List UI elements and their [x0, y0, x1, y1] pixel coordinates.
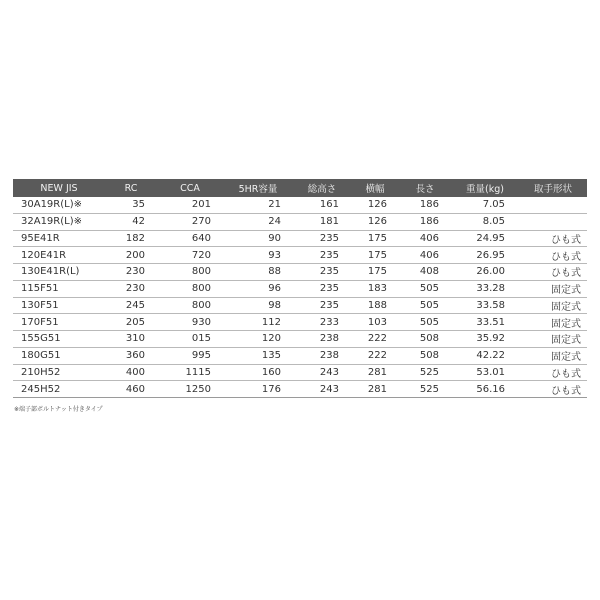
cell-total-height: 235	[293, 297, 351, 314]
cell-width: 175	[351, 247, 399, 264]
table-row	[13, 280, 587, 297]
table-row	[13, 331, 587, 348]
cell-handle-type	[519, 213, 587, 230]
cell-model: 30A19R(L)※	[13, 197, 105, 213]
cell-width: 175	[351, 230, 399, 247]
cell-model: 95E41R	[13, 230, 105, 247]
cell-handle-type: ひも式	[519, 364, 587, 381]
cell-total-height: 233	[293, 314, 351, 331]
cell-total-height: 243	[293, 381, 351, 398]
cell-length: 508	[399, 331, 451, 348]
cell-total-height: 161	[293, 197, 351, 213]
cell-model: 130F51	[13, 297, 105, 314]
cell-length: 505	[399, 314, 451, 331]
cell-weight: 33.58	[451, 297, 519, 314]
column-header-weight: 重量(kg)	[451, 179, 519, 197]
cell-cca: 201	[157, 197, 223, 213]
cell-handle-type: 固定式	[519, 280, 587, 297]
cell-model: 170F51	[13, 314, 105, 331]
table-row	[13, 213, 587, 230]
cell-capacity-5hr: 112	[223, 314, 293, 331]
cell-weight: 53.01	[451, 364, 519, 381]
cell-capacity-5hr: 21	[223, 197, 293, 213]
column-header-rc: RC	[105, 179, 157, 197]
cell-length: 186	[399, 197, 451, 213]
cell-length: 508	[399, 347, 451, 364]
cell-weight: 7.05	[451, 197, 519, 213]
cell-weight: 26.95	[451, 247, 519, 264]
cell-width: 103	[351, 314, 399, 331]
cell-total-height: 235	[293, 230, 351, 247]
cell-weight: 8.05	[451, 213, 519, 230]
cell-handle-type: ひも式	[519, 264, 587, 281]
cell-total-height: 238	[293, 347, 351, 364]
cell-weight: 33.28	[451, 280, 519, 297]
cell-length: 505	[399, 280, 451, 297]
cell-width: 175	[351, 264, 399, 281]
column-header-width: 横幅	[351, 179, 399, 197]
cell-cca: 015	[157, 331, 223, 348]
cell-capacity-5hr: 120	[223, 331, 293, 348]
cell-width: 281	[351, 381, 399, 398]
cell-capacity-5hr: 88	[223, 264, 293, 281]
cell-total-height: 235	[293, 264, 351, 281]
cell-model: 32A19R(L)※	[13, 213, 105, 230]
cell-capacity-5hr: 24	[223, 213, 293, 230]
cell-rc: 42	[105, 213, 157, 230]
column-header-capacity-5hr: 5HR容量	[223, 179, 293, 197]
table-row	[13, 364, 587, 381]
cell-weight: 33.51	[451, 314, 519, 331]
cell-cca: 1115	[157, 364, 223, 381]
table-row	[13, 197, 587, 213]
column-header-length: 長さ	[399, 179, 451, 197]
table-row	[13, 247, 587, 264]
column-header-cca: CCA	[157, 179, 223, 197]
cell-cca: 800	[157, 280, 223, 297]
cell-cca: 270	[157, 213, 223, 230]
cell-model: 210H52	[13, 364, 105, 381]
table-row	[13, 230, 587, 247]
cell-rc: 310	[105, 331, 157, 348]
cell-width: 188	[351, 297, 399, 314]
cell-cca: 800	[157, 297, 223, 314]
cell-handle-type: ひも式	[519, 247, 587, 264]
cell-rc: 35	[105, 197, 157, 213]
cell-capacity-5hr: 176	[223, 381, 293, 398]
cell-handle-type: ひも式	[519, 230, 587, 247]
cell-handle-type	[519, 197, 587, 213]
cell-cca: 720	[157, 247, 223, 264]
cell-weight: 42.22	[451, 347, 519, 364]
cell-rc: 245	[105, 297, 157, 314]
cell-length: 406	[399, 230, 451, 247]
cell-length: 505	[399, 297, 451, 314]
cell-capacity-5hr: 90	[223, 230, 293, 247]
cell-width: 222	[351, 331, 399, 348]
cell-cca: 930	[157, 314, 223, 331]
cell-rc: 230	[105, 280, 157, 297]
cell-model: 120E41R	[13, 247, 105, 264]
cell-total-height: 235	[293, 280, 351, 297]
footnote: ※端子部ボルトナット付きタイプ	[14, 406, 103, 413]
column-header-total-height: 総高さ	[293, 179, 351, 197]
table-row	[13, 381, 587, 398]
cell-total-height: 235	[293, 247, 351, 264]
cell-cca: 1250	[157, 381, 223, 398]
cell-capacity-5hr: 96	[223, 280, 293, 297]
cell-cca: 995	[157, 347, 223, 364]
cell-capacity-5hr: 93	[223, 247, 293, 264]
cell-rc: 360	[105, 347, 157, 364]
cell-model: 180G51	[13, 347, 105, 364]
cell-handle-type: 固定式	[519, 314, 587, 331]
cell-capacity-5hr: 98	[223, 297, 293, 314]
cell-weight: 35.92	[451, 331, 519, 348]
table-row	[13, 347, 587, 364]
cell-model: 115F51	[13, 280, 105, 297]
cell-width: 126	[351, 213, 399, 230]
table-body	[13, 197, 587, 398]
cell-capacity-5hr: 135	[223, 347, 293, 364]
cell-handle-type: 固定式	[519, 347, 587, 364]
battery-spec-table	[13, 179, 587, 398]
cell-width: 126	[351, 197, 399, 213]
cell-capacity-5hr: 160	[223, 364, 293, 381]
cell-rc: 182	[105, 230, 157, 247]
cell-width: 222	[351, 347, 399, 364]
cell-model: 130E41R(L)	[13, 264, 105, 281]
cell-total-height: 181	[293, 213, 351, 230]
cell-length: 406	[399, 247, 451, 264]
cell-rc: 230	[105, 264, 157, 281]
column-header-handle-type: 取手形状	[519, 179, 587, 197]
cell-cca: 800	[157, 264, 223, 281]
cell-weight: 24.95	[451, 230, 519, 247]
cell-length: 525	[399, 381, 451, 398]
cell-width: 183	[351, 280, 399, 297]
cell-handle-type: 固定式	[519, 331, 587, 348]
cell-weight: 56.16	[451, 381, 519, 398]
cell-rc: 460	[105, 381, 157, 398]
column-header-model: NEW JIS	[13, 179, 105, 197]
cell-total-height: 238	[293, 331, 351, 348]
cell-handle-type: ひも式	[519, 381, 587, 398]
cell-rc: 205	[105, 314, 157, 331]
cell-length: 408	[399, 264, 451, 281]
table-row	[13, 297, 587, 314]
cell-length: 525	[399, 364, 451, 381]
table-row	[13, 264, 587, 281]
cell-length: 186	[399, 213, 451, 230]
cell-total-height: 243	[293, 364, 351, 381]
table-row	[13, 314, 587, 331]
cell-cca: 640	[157, 230, 223, 247]
cell-rc: 400	[105, 364, 157, 381]
cell-width: 281	[351, 364, 399, 381]
cell-rc: 200	[105, 247, 157, 264]
table-header-row	[13, 179, 587, 197]
cell-model: 155G51	[13, 331, 105, 348]
cell-weight: 26.00	[451, 264, 519, 281]
cell-handle-type: 固定式	[519, 297, 587, 314]
cell-model: 245H52	[13, 381, 105, 398]
